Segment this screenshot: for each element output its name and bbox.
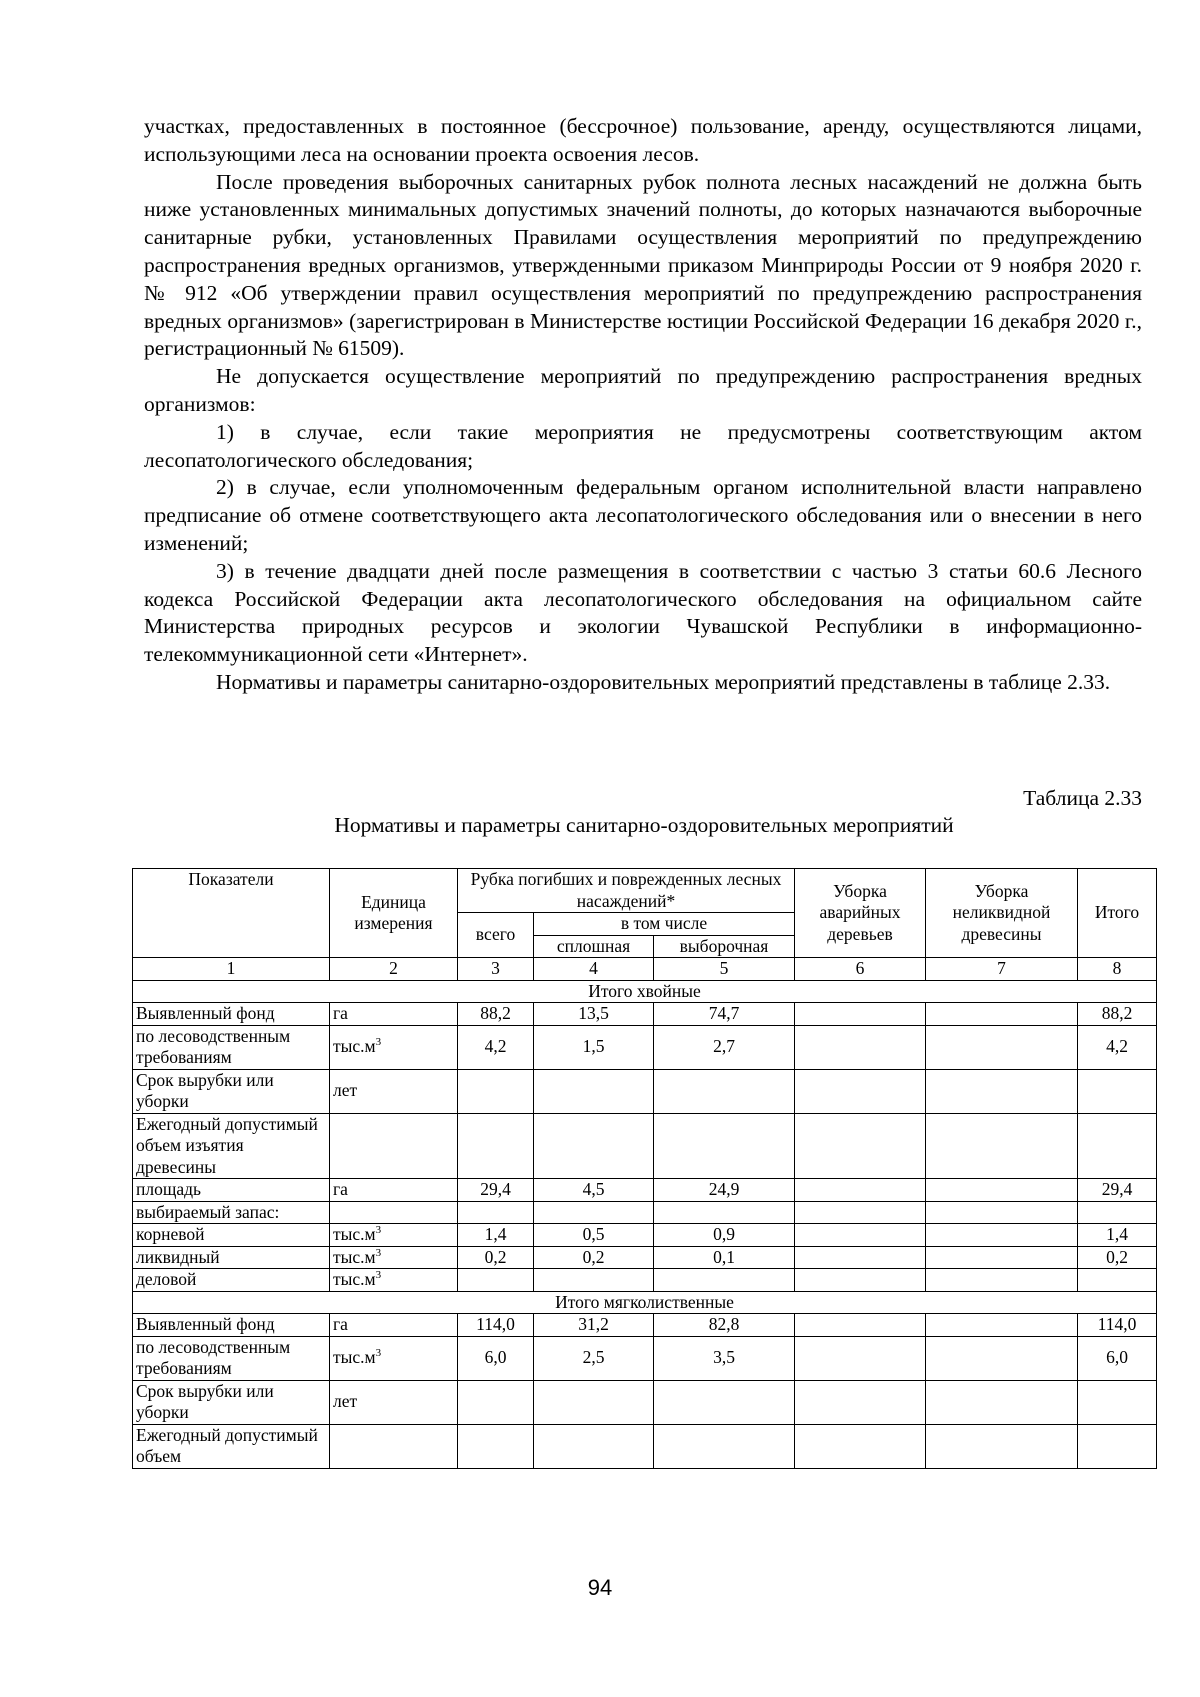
header-indicators: Показатели xyxy=(133,869,330,958)
table-cell: ликвидный xyxy=(133,1246,330,1269)
table-cell xyxy=(458,1380,534,1424)
table-cell: лет xyxy=(330,1069,458,1113)
table-cell xyxy=(926,1424,1078,1468)
table-cell xyxy=(1078,1380,1157,1424)
table-cell: 0,5 xyxy=(534,1224,654,1247)
table-cell xyxy=(654,1424,795,1468)
body-text xyxy=(144,113,1142,697)
table-cell xyxy=(795,1003,926,1026)
table-cell: 2,5 xyxy=(534,1336,654,1380)
table-cell xyxy=(1078,1424,1157,1468)
table-cell xyxy=(926,1179,1078,1202)
table-title: Нормативы и параметры санитарно-оздоровительных мероприятий xyxy=(334,813,954,837)
table-cell: 74,7 xyxy=(654,1003,795,1026)
table-cell xyxy=(654,1380,795,1424)
table-cell xyxy=(1078,1113,1157,1179)
table-cell xyxy=(330,1424,458,1468)
table-cell xyxy=(795,1314,926,1337)
header-emergency: Уборка аварийных деревьев xyxy=(795,869,926,958)
table-cell xyxy=(534,1069,654,1113)
header-felling: Рубка погибших и поврежденных лесных насаждений* xyxy=(458,869,795,913)
table-cell xyxy=(458,1069,534,1113)
table-cell: 88,2 xyxy=(458,1003,534,1026)
table-cell xyxy=(795,1113,926,1179)
table-cell: 29,4 xyxy=(458,1179,534,1202)
table-row xyxy=(133,1201,1157,1224)
table-row xyxy=(133,1224,1157,1247)
table-cell xyxy=(795,1246,926,1269)
table-cell xyxy=(795,1201,926,1224)
table-row xyxy=(133,1380,1157,1424)
table-cell xyxy=(795,1336,926,1380)
table-cell: га xyxy=(330,1179,458,1202)
table-cell xyxy=(330,1201,458,1224)
group-row xyxy=(133,980,1157,1003)
table-cell xyxy=(926,1269,1078,1292)
header-selective: выборочная xyxy=(654,935,795,958)
table-cell xyxy=(654,1069,795,1113)
unit-superscript: 3 xyxy=(375,1269,382,1282)
column-number: 2 xyxy=(330,958,458,981)
unit-superscript: 3 xyxy=(375,1347,382,1360)
table-cell: по лесоводственным требованиям xyxy=(133,1336,330,1380)
table-cell xyxy=(654,1113,795,1179)
table-cell xyxy=(795,1224,926,1247)
table-row xyxy=(133,1113,1157,1179)
table-cell xyxy=(795,1179,926,1202)
table-cell xyxy=(926,1336,1078,1380)
table-cell: Ежегодный допустимый объем изъятия древесины xyxy=(133,1113,330,1179)
unit-superscript: 3 xyxy=(375,1224,382,1237)
column-number: 4 xyxy=(534,958,654,981)
table-row xyxy=(133,1269,1157,1292)
table-cell: 3,5 xyxy=(654,1336,795,1380)
page-number: 94 xyxy=(587,1575,613,1600)
table-cell: 13,5 xyxy=(534,1003,654,1026)
table-cell: 0,2 xyxy=(458,1246,534,1269)
norms-table xyxy=(132,868,1157,1469)
table-body xyxy=(133,980,1157,1468)
paragraph: 3) в течение двадцати дней после размещения в соответствии с частью 3 статьи 60.6 Лесного кодекса Российской Федерации акта лесопатологического обследования на официальном сайте Министерства природных ресурсов и экологии Чувашской Республики в информационно-телекоммуникационной сети «Интернет». xyxy=(144,558,1142,667)
table-cell: 1,4 xyxy=(458,1224,534,1247)
table-cell: 1,4 xyxy=(1078,1224,1157,1247)
table-cell xyxy=(926,1224,1078,1247)
table-row xyxy=(133,1179,1157,1202)
table-cell: 0,1 xyxy=(654,1246,795,1269)
table-cell: 4,5 xyxy=(534,1179,654,1202)
paragraph: Нормативы и параметры санитарно-оздоровительных мероприятий представлены в таблице 2.33. xyxy=(216,669,1111,694)
paragraph: Не допускается осуществление мероприятий по предупреждению распространения вредных организмов: xyxy=(144,364,1142,416)
table-cell xyxy=(458,1113,534,1179)
table-cell: га xyxy=(330,1314,458,1337)
column-numbers-row xyxy=(133,958,1157,981)
table-row xyxy=(133,1025,1157,1069)
table-number: Таблица 2.33 xyxy=(1023,786,1142,810)
column-number: 3 xyxy=(458,958,534,981)
table-row xyxy=(133,1003,1157,1026)
table-cell xyxy=(330,1113,458,1179)
group-title: Итого мягколиственные xyxy=(133,1291,1157,1314)
table-cell: 6,0 xyxy=(458,1336,534,1380)
table-cell xyxy=(458,1201,534,1224)
table-row xyxy=(133,1424,1157,1468)
table-cell: 1,5 xyxy=(534,1025,654,1069)
paragraph: После проведения выборочных санитарных рубок полнота лесных насаждений не должна быть ниже установленных минимальных допустимых значений полноты, до которых назначаются выборочные санитарные рубки, установленных Правилами осуществления мероприятий по предупреждению распространения вредных организмов, утвержденными приказом Минприроды России от 9 ноября 2020 г. № 912 «Об утверждении правил осуществления мероприятий по предупреждению распространения вредных организмов» (зарегистрирован в Министерстве юстиции Российской Федерации 16 декабря 2020 г., регистрационный № 61509). xyxy=(144,169,1142,361)
table-cell xyxy=(795,1380,926,1424)
table-cell: 82,8 xyxy=(654,1314,795,1337)
table-cell: деловой xyxy=(133,1269,330,1292)
table-cell: 0,9 xyxy=(654,1224,795,1247)
table-cell: 114,0 xyxy=(458,1314,534,1337)
table-cell xyxy=(534,1201,654,1224)
table-row xyxy=(133,1314,1157,1337)
header-total-cut: всего xyxy=(458,913,534,958)
unit-superscript: 3 xyxy=(375,1036,382,1049)
table-cell xyxy=(926,1025,1078,1069)
table-cell: Срок вырубки или уборки xyxy=(133,1069,330,1113)
group-row xyxy=(133,1291,1157,1314)
table-cell: Срок вырубки или уборки xyxy=(133,1380,330,1424)
unit-superscript: 3 xyxy=(375,1246,382,1259)
table-cell xyxy=(1078,1269,1157,1292)
table-cell: 2,7 xyxy=(654,1025,795,1069)
table-cell: 4,2 xyxy=(458,1025,534,1069)
table-cell: 0,2 xyxy=(534,1246,654,1269)
table-cell xyxy=(926,1246,1078,1269)
table-cell: $тыс.м^3$ xyxy=(330,1224,458,1247)
table-cell xyxy=(654,1201,795,1224)
table-cell: 0,2 xyxy=(1078,1246,1157,1269)
table-cell xyxy=(926,1380,1078,1424)
table-cell: корневой xyxy=(133,1224,330,1247)
table-cell: выбираемый запас: xyxy=(133,1201,330,1224)
table-cell: $тыс.м^3$ xyxy=(330,1269,458,1292)
column-number: 6 xyxy=(795,958,926,981)
table-cell xyxy=(795,1069,926,1113)
table-row xyxy=(133,1246,1157,1269)
header-including: в том числе xyxy=(534,913,795,936)
table-cell xyxy=(534,1269,654,1292)
paragraph: 1) в случае, если такие мероприятия не предусмотрены соответствующим актом лесопатологического обследования; xyxy=(144,419,1142,472)
table-cell: 6,0 xyxy=(1078,1336,1157,1380)
table-cell xyxy=(795,1025,926,1069)
column-number: 8 xyxy=(1078,958,1157,981)
table-cell xyxy=(534,1113,654,1179)
table-cell: Ежегодный допустимый объем xyxy=(133,1424,330,1468)
table-cell: Выявленный фонд xyxy=(133,1314,330,1337)
group-title: Итого хвойные xyxy=(133,980,1157,1003)
table-cell: $тыс.м^3$ xyxy=(330,1336,458,1380)
table-cell xyxy=(795,1424,926,1468)
header-unit: Единица измерения xyxy=(330,869,458,958)
table-cell: $тыс.м^3$ xyxy=(330,1025,458,1069)
table-cell xyxy=(1078,1201,1157,1224)
table-cell xyxy=(534,1380,654,1424)
table-cell: 4,2 xyxy=(1078,1025,1157,1069)
header-total: Итого xyxy=(1078,869,1157,958)
table-cell: площадь xyxy=(133,1179,330,1202)
table-cell: 88,2 xyxy=(1078,1003,1157,1026)
table-row xyxy=(133,1336,1157,1380)
table-cell xyxy=(458,1269,534,1292)
column-number: 1 xyxy=(133,958,330,981)
table-row xyxy=(133,1069,1157,1113)
table-cell xyxy=(926,1314,1078,1337)
header-clear: сплошная xyxy=(534,935,654,958)
table-cell: лет xyxy=(330,1380,458,1424)
table-cell xyxy=(926,1003,1078,1026)
table-cell xyxy=(1078,1069,1157,1113)
table-cell xyxy=(458,1424,534,1468)
table-cell: 114,0 xyxy=(1078,1314,1157,1337)
paragraph: 2) в случае, если уполномоченным федеральным органом исполнительной власти направлено предписание об отмене соответствующего акта лесопатологического обследования или о внесении в него изменений; xyxy=(144,475,1142,555)
table-cell: $тыс.м^3$ xyxy=(330,1246,458,1269)
table-cell: 24,9 xyxy=(654,1179,795,1202)
column-number: 5 xyxy=(654,958,795,981)
table-cell xyxy=(926,1069,1078,1113)
table-cell xyxy=(795,1269,926,1292)
table-cell: Выявленный фонд xyxy=(133,1003,330,1026)
table-cell xyxy=(534,1424,654,1468)
table-cell: по лесоводственным требованиям xyxy=(133,1025,330,1069)
table-cell xyxy=(926,1201,1078,1224)
column-number: 7 xyxy=(926,958,1078,981)
table-cell xyxy=(654,1269,795,1292)
table-cell: 31,2 xyxy=(534,1314,654,1337)
table-cell: га xyxy=(330,1003,458,1026)
table-cell: 29,4 xyxy=(1078,1179,1157,1202)
header-illiquid: Уборка неликвидной древесины xyxy=(926,869,1078,958)
table-cell xyxy=(926,1113,1078,1179)
paragraph: участках, предоставленных в постоянное (бессрочное) пользование, аренду, осуществляются лицами, использующими леса на основании проекта освоения лесов. xyxy=(144,114,1142,166)
